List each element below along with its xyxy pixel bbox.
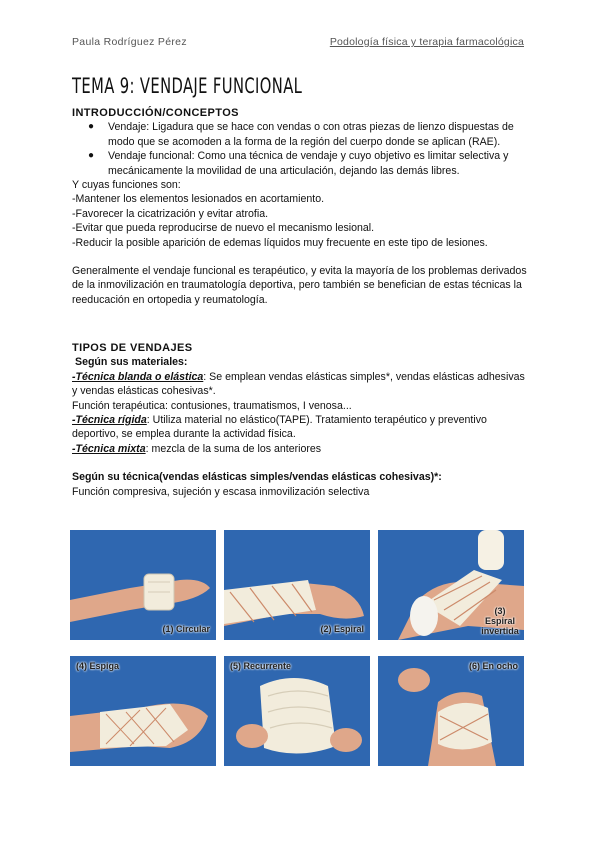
list-item [72, 120, 532, 149]
bullet-icon: ● [88, 150, 95, 162]
bandage-photo-grid [70, 530, 524, 766]
photo-caption: (4) Espiga [76, 661, 120, 671]
photo-espiral-invertida [378, 530, 524, 640]
tipo-text: : mezcla de la suma de los anteriores [145, 442, 322, 455]
photo-espiga [70, 656, 216, 766]
tipo-text: : Utiliza material no elástico(TAPE). Tratamiento terapéutico y preventivo deportivo, se emplea durante la actividad física. [72, 414, 487, 441]
tipo-item [72, 370, 532, 399]
list-item [72, 149, 532, 178]
intro-bullet-list [72, 120, 532, 178]
intro-paragraph: Generalmente el vendaje funcional es terapéutico, y evita la mayoría de los problemas derivados de la inmovilización en traumatología deportiva, pero también se benefician de estas técnicas la reeducación en ortopedia y reumatología. [72, 265, 527, 306]
photo-caption: (2) Espiral [320, 624, 364, 634]
function-line: -Mantener los elementos lesionados en acortamiento. [72, 193, 325, 206]
photo-caption: (3) Espiral invertida [481, 606, 519, 636]
photo-circular [70, 530, 216, 640]
tipo-item [72, 413, 532, 442]
materiales-subheading: Según sus materiales: [75, 356, 188, 369]
intro-section [72, 106, 532, 307]
tecnica-heading: Según su técnica(vendas elásticas simples/vendas elásticas cohesivas)*: [72, 471, 442, 484]
tipo-term: -Técnica mixta [72, 442, 146, 455]
subject-title: Podología física y terapia farmacológica [329, 36, 524, 48]
intro-heading: INTRODUCCIÓN/CONCEPTOS [72, 107, 239, 119]
tipo-term: -Técnica rígida [72, 414, 147, 427]
page-header [72, 36, 524, 50]
photo-espiral [224, 530, 370, 640]
photo-recurrente [224, 656, 370, 766]
author-name: Paula Rodríguez Pérez [72, 36, 187, 48]
photo-caption: (1) Circular [162, 624, 210, 634]
photo-en-ocho [378, 656, 524, 766]
tipos-section [72, 341, 532, 499]
tecnica-text: Función compresiva, sujeción y escasa inmovilización selectiva [72, 485, 370, 498]
page-title: TEMA 9: VENDAJE FUNCIONAL [72, 74, 303, 98]
photo-caption: (5) Recurrente [230, 661, 292, 671]
function-line: -Reducir la posible aparición de edemas líquidos muy frecuente en este tipo de lesiones. [72, 236, 488, 249]
tipo-term: -Técnica blanda o elástica [72, 370, 204, 383]
tipo-item [72, 442, 532, 456]
bullet-text: Vendaje: Ligadura que se hace con vendas o con otras piezas de lienzo dispuestas de modo que se acomoden a la forma de la región del cuerpo donde se aplican (RAE). [108, 121, 514, 148]
tipo-text: Función terapéutica: contusiones, traumatismos, I venosa... [72, 399, 352, 412]
tipo-text: : Se emplean vendas elásticas simples*, vendas elásticas adhesivas y vendas elásticas cohesivas*. [72, 370, 525, 398]
function-line: -Evitar que pueda reproducirse de nuevo el mecanismo lesional. [72, 222, 375, 235]
photo-caption: (6) En ocho [469, 661, 518, 671]
bullet-text: Vendaje funcional: Como una técnica de vendaje y cuyo objetivo es limitar selectiva y mecánicamente la movilidad de una articulación, dejando las demás libres. [108, 150, 509, 177]
functions-intro: Y cuyas funciones son: [72, 179, 181, 192]
bullet-icon: ● [88, 121, 95, 133]
tipo-item [72, 399, 532, 413]
tipos-heading: TIPOS DE VENDAJES [72, 342, 193, 354]
function-line: -Favorecer la cicatrización y evitar atrofia. [72, 207, 269, 220]
